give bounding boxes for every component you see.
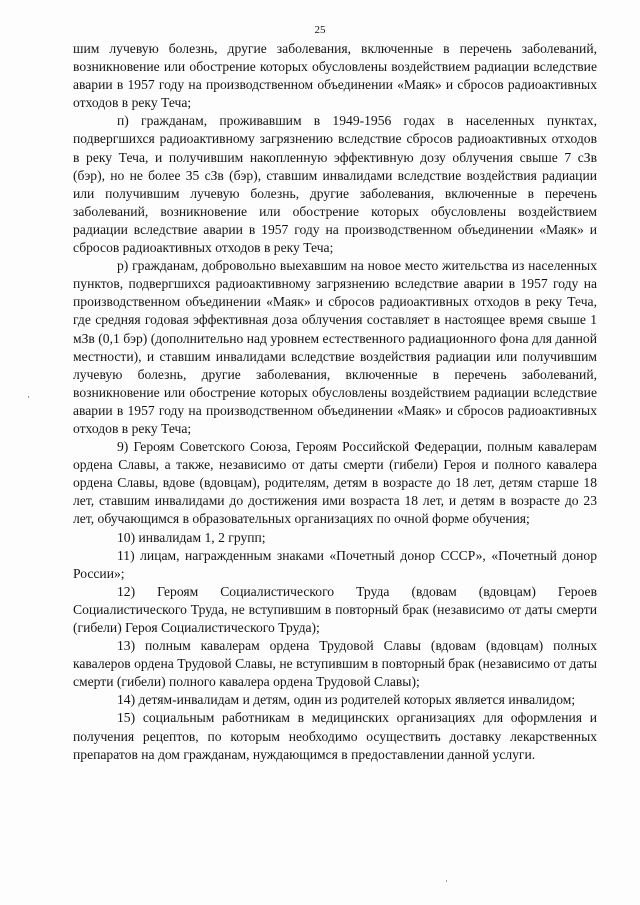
paragraph-item-14: 14) детям-инвалидам и детям, один из родителей которых является инвалидом; bbox=[117, 692, 576, 708]
paragraph-item-12: 12) Героям Социалистического Труда (вдовам (вдовцам) Героев Социалистического Труда, не вступившим в повторный брак (независимо от даты смерти (гибели) Героя Социалистического Труда); bbox=[73, 583, 597, 635]
paragraph-item-11: 11) лицам, награжденным знаками «Почетный донор СССР», «Почетный донор России»; bbox=[73, 547, 597, 581]
paragraph-continuation: шим лучевую болезнь, другие заболевания, включенные в перечень заболеваний, возникновение или обострение которых обусловлены воздействием радиации вследствие аварии в 1957 году на производственном объединении «Маяк» и сбросов радиоактивных отходов в реку Теча; bbox=[73, 41, 597, 111]
paragraph-item-10: 10) инвалидам 1, 2 групп; bbox=[117, 529, 266, 545]
paragraph-item-p: п) гражданам, проживавшим в 1949-1956 годах в населенных пунктах, подвергшихся радиоактивному загрязнению вследствие сбросов радиоактивных отходов в реку Теча, и получившим накопленную эффективную дозу облучения свыше 7 сЗв (бэр), но не более 35 сЗв (бэр), ставшим инвалидами вследствие воздействия радиации или получившим лучевую болезнь, другие заболевания, включенные в перечень заболеваний, возникновение или обострение которых обусловлены воздействием радиации вследствие аварии в 1957 году на производственном объединении «Маяк» и сбросов радиоактивных отходов в реку Теча; bbox=[73, 113, 597, 256]
paragraph-item-15: 15) социальным работникам в медицинских организациях для оформления и получения рецептов, по которым необходимо осуществить доставку лекарственных препаратов на дом гражданам, нуждающимся в предоставлении данной услуги. bbox=[73, 710, 597, 762]
scan-speck bbox=[446, 880, 447, 882]
document-body bbox=[73, 40, 597, 764]
page-number: 25 bbox=[314, 24, 326, 36]
paragraph-item-9: 9) Героям Советского Союза, Героям Российской Федерации, полным кавалерам ордена Славы, а также, независимо от даты смерти (гибели) Героя и полного кавалера ордена Славы, вдове (вдовцам), родителям, детям в возрасте до 18 лет, детям старше 18 лет, ставшим инвалидами до достижения ими возраста 18 лет, и детям в возрасте до 23 лет, обучающимся в образовательных организациях по очной форме обучения; bbox=[73, 439, 597, 527]
paragraph-item-r: р) гражданам, добровольно выехавшим на новое место жительства из населенных пунктов, подвергшихся радиоактивному загрязнению вследствие аварии в 1957 году на производственном объединении «Маяк» и сбросов радиоактивных отходов в реку Теча, где средняя годовая эффективная доза облучения составляет в настоящее время свыше 1 мЗв (0,1 бэр) (дополнительно над уровнем естественного радиационного фона для данной местности), и ставшим инвалидами вследствие воздействия радиации или получившим лучевую болезнь, другие заболевания, включенные в перечень заболеваний, возникновение или обострение которых обусловлены воздействием радиации вследствие аварии в 1957 году на производственном объединении «Маяк» и сбросов радиоактивных отходов в реку Теча; bbox=[73, 258, 597, 436]
paragraph-item-13: 13) полным кавалерам ордена Трудовой Славы (вдовам (вдовцам) полных кавалеров ордена Трудовой Славы, не вступившим в повторный брак (независимо от даты смерти (гибели) полного кавалера ордена Трудовой Славы); bbox=[73, 638, 597, 690]
scan-speck bbox=[28, 396, 29, 398]
